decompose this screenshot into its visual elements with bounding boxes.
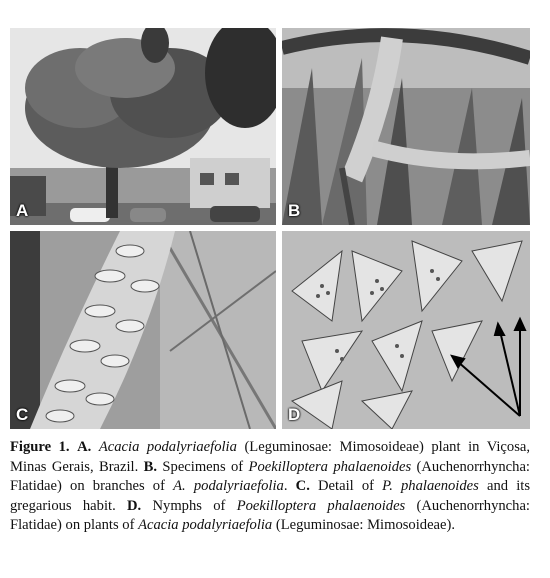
caption-c-letter: C. (295, 478, 310, 494)
caption-b-text2: (Auchenorrhyncha: Flatidae) on branches of (10, 458, 530, 494)
panel-b-letter: B (288, 201, 301, 220)
caption-b-species: Poekilloptera phalaenoides (248, 458, 412, 475)
caption-d-species: Poekilloptera phalaenoides (236, 497, 406, 514)
caption-b-species2: A. podalyriaefolia (173, 478, 284, 494)
caption-d-species2: Acacia podalyriaefolia (138, 517, 273, 533)
panel-d-photo (282, 231, 530, 429)
caption-c-species: P. phalaenoides (382, 478, 479, 494)
panel-c-letter: C (16, 405, 29, 424)
caption-a-text: (Leguminosae: Mimosoideae) plant in Viçosa, Minas Gerais, Brazil. (10, 439, 530, 475)
caption-b-text3: . (283, 478, 296, 494)
figure-label: Figure 1. (10, 439, 70, 455)
caption-d-text3: (Leguminosae: Mimosoideae). (272, 517, 456, 533)
caption-b-text1: Specimens of (157, 458, 249, 475)
caption-a-species: Acacia podalyriaefolia (98, 439, 237, 455)
panel-c-photo (10, 231, 276, 429)
panel-d-letter: D (288, 405, 301, 424)
caption-d-text1: Nymphs of (141, 497, 237, 514)
figure-caption (10, 438, 530, 536)
caption-c-text2: and its gregarious habit. (10, 478, 531, 514)
caption-a-letter: A. (77, 439, 92, 455)
panel-a-photo (10, 28, 276, 225)
panel-a-letter: A (16, 201, 29, 220)
caption-c-text1: Detail of (309, 478, 383, 494)
panel-b-photo (282, 28, 530, 225)
caption-d-letter: D. (127, 497, 142, 514)
caption-b-letter: B. (143, 458, 158, 475)
caption-d-text2: (Auchenorrhyncha: Flatidae) on plants of (10, 497, 530, 533)
